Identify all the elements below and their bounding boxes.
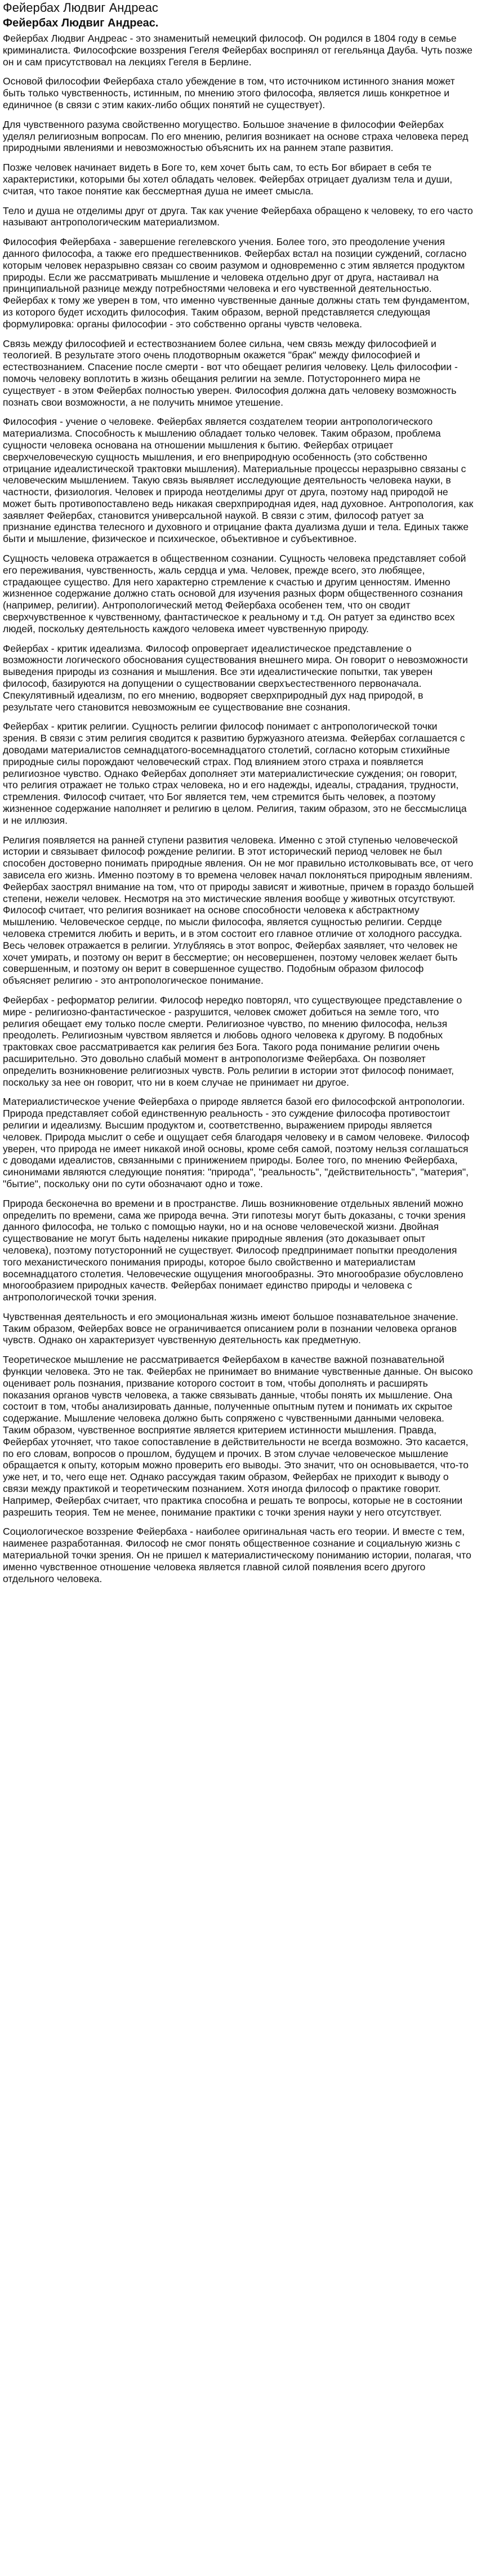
paragraph: Основой философии Фейербаха стало убеждение в том, что источником истинного знания может быть только чувственность, истинным, по мнению этого философа, является лишь конкретное и единичное (в связи с этим каких-либо общих понятий не существует).: [3, 75, 455, 110]
paragraph: Фейербах - реформатор религии. Философ нередко повторял, что существующее представление о мире - религиозно-фантастическое - разрушится, человек сможет добиться на земле того, что религия обещает ему только после смерти. Религиозное чувство, по мнению философа, нельзя преодолеть. Религиозным чувством является и любовь одного человека к другому. В подобных трактовках свое рассматривается как религия без Бога. Такого рода понимание религии очень расширительно. Это довольно слабый момент в антропологизме Фейербаха. Он позволяет определить возникновение религиозных чувств. Роль религии в истории этот философ понимает, поскольку за нее он говорит, что ни в коем случае не принимает ни другое.: [3, 994, 462, 1088]
paragraph: Материалистическое учение Фейербаха о природе является базой его философской антропологии. Природа представляет собой единственную реальность - это суждение философа противостоит религии и идеализму. Высшим продуктом и, соответственно, выражением природы является человек. Природа мыслит о себе и ощущает себя благодаря человеку и в самом человеке. Философ уверен, что природа не имеет никакой иной основы, кроме себя самой, поэтому нельзя соглашаться с доводами идеалистов, связанными с принижением природы. Более того, по мнению Фейербаха, синонимами являются следующие понятия: "природа", "реальность", "действительность", "материя", "бытие", поскольку они по сути обозначают одно и тоже.: [3, 1096, 470, 1189]
paragraph: Позже человек начинает видеть в Боге то, кем хочет быть сам, то есть Бог вбирает в себя те характеристики, которыми бы хотел обладать человек. Фейербах отрицает дуализм тела и души, считая, что такое понятие как бессмертная душа не имеет смысла.: [3, 162, 453, 197]
paragraph: Природа бесконечна во времени и в пространстве. Лишь возникновение отдельных явлений можно определить по времени, сама же природа вечна. Эти гипотезы могут быть доказаны, с точки зрения данного философа, не только с помощью науки, но и на основе человеческой жизни. Двойная существование не могут быть наделены никакие природные явления (это доказывает опыт человека), поэтому потусторонний не существует. Философ предпринимает попытки преодоления того механистического понимания природы, которое было свойственно и материалистам восемнадцатого столетия. Человеческие ощущения многообразны. Это многообразие обусловлено многообразием природных качеств. Фейербах понимает единство природы и человека с антропологической точки зрения.: [3, 1197, 466, 1303]
paragraph: Фейербах - критик идеализма. Философ опровергает идеалистическое представление о возможности логического обоснования существования внешнего мира. Он говорит о невозможности выведения природы из сознания и мышления. Все эти идеалистические попытки, так уверен философ, базируются на допущении о существовании сверхъестественного первоначала. Спекулятивный идеализм, по его мнению, водворяет сверхприродный дух над природой, в результате чего становится невозможным ее существование вне сознания.: [3, 642, 468, 713]
paragraph: Теоретическое мышление не рассматривается Фейербахом в качестве важной познавательной функции человека. Это не так. Фейербах не принимает во внимание чувственные данные. Он высоко оценивает роль познания, призвание которого состоит в том, чтобы дополнять и расширять показания органов чувств человека, а также связывать данные, чтобы понять их мышление. Она состоит в том, чтобы анализировать данные, полученные опытным путем и понимать их скрытое содержание. Мышление человека должно быть сопряжено с чувственными данными человека. Таким образом, чувственное восприятие является критерием истинности мышления. Правда, Фейербах уточняет, что такое сопоставление в действительности не всегда возможно. Это касается, по его словам, вопросов о прошлом, будущем и прочих. В этом случае человеческое мышление обращается к опыту, которым можно проверить его выводы. Это значит, что он основывается, что-то уже нет, и то, чего еще нет. Однако рассуждая таким образом, Фейербах не приходит к выводу о связи между практикой и теоретическим познанием. Хотя иногда философ о практике говорит. Например, Фейербах считает, что практика способна и решать те вопросы, которые не в состоянии разрешить теория. Тем не менее, понимание практики с точки зрения науки у него отсутствует.: [3, 1354, 473, 1518]
paragraph: Связь между философией и естествознанием более сильна, чем связь между философией и теологией. В результате этого очень плодотворным окажется "брак" между философией и естествознанием. Спасение после смерти - вот что обещает религия человеку. Цель философии - помочь человеку воплотить в жизнь обещания религии на земле. Потустороннего мира не существует - в этом Фейербах полностью уверен. Философия должна дать человеку возможность познать свои возможности, а не получить мнимое утешение.: [3, 337, 458, 408]
paragraph: Фейербах Людвиг Андреас - это знаменитый немецкий философ. Он родился в 1804 году в семье криминалиста. Философские воззрения Гегеля Фейербах воспринял от гегельянца Дауба. Чуть позже он и сам присутствовал на лекциях Гегеля в Берлине.: [3, 33, 472, 68]
paragraph: Для чувственного разума свойственно могущество. Большое значение в философии Фейербах уделял религиозным вопросам. По его мнению, религия возникает на основе страха человека перед природными явлениями и невозможностью объяснить их на раннем этапе развития.: [3, 118, 469, 154]
paragraph: Тело и душа не отделимы друг от друга. Так как учение Фейербаха обращено к человеку, то его часто называют антропологическим материализмом.: [3, 205, 473, 228]
paragraph: Философия Фейербаха - завершение гегелевского учения. Более того, это преодоление учения данного философа, а также его предшественников. Фейербах встал на позиции суждений, согласно которым человек неразрывно связан со своим разумом и одновременно с этим является продуктом природы. Если же рассматривать мышление и человека отдельно друг от друга, настаивал на принципиальной разнице между потребностями человека и его чувственной деятельностью. Фейербах к тому же уверен в том, что именно чувственные данные должны стать тем фундаментом, из которого будет исходить философия. Таким образом, верной представляется следующая формулировка: органы философии - это собственно органы чувств человека.: [3, 236, 470, 330]
paragraph: Религия появляется на ранней ступени развития человека. Именно с этой ступенью человеческой истории и связывает философ рождение религии. В этот исторический период человек не был способен достоверно понимать природные явления. Он не мог правильно истолковывать все, от чего зависела его жизнь. Именно поэтому в то времена человек начал поклоняться природным явлениям. Фейербах заострял внимание на том, что от природы зависят и животные, причем в гораздо большей степени, нежели человек. Несмотря на это мистические явления вообще у животных отсутствуют. Философ считает, что религия возникает на основе способности человека к абстрактному мышлению. Человеческое сердце, по мысли философа, является сущностью религии. Сердце человека стремится любить и верить, и в этом состоит его главное отличие от холодного рассудка. Весь человек отражается в религии. Углубляясь в этот вопрос, Фейербах заявляет, что человек не хочет умирать, и поэтому он верит в бессмертие; он несовершенен, поэтому человек желает быть совершенным, и поэтому он верит в совершенное существо. Подобным образом философ объясняет религию - это антропологическое понимание.: [3, 834, 474, 987]
page-title: Фейербах Людвиг Андреас: [3, 1, 158, 15]
paragraph: Фейербах - критик религии. Сущность религии философ понимает с антропологической точки зрения. В связи с этим религия сводится к развитию буржуазного атеизма. Фейербах соглашается с доводами материалистов семнадцатого-восемнадцатого столетий, согласно которым стихийные природные силы порождают человеческий страх. Под влиянием этого страха и появляется религиозное чувство. Однако Фейербах дополняет эти материалистические суждения; он говорит, что религия отражает не только страх человека, но и его надежды, идеалы, страдания, трудности, стремления. Философ считает, что Бог является тем, чем стремится быть человек, а поэтому жизненное содержание наполняет и религию в целом. Религия, таким образом, это не бессмыслица и не иллюзия.: [3, 721, 467, 826]
paragraph: Чувственная деятельность и его эмоциональная жизнь имеют большое познавательное значение. Таким образом, Фейербах вовсе не ограничивается описанием роли в познании человека органов чувств. Однако он характеризует чувственную деятельность как предметную.: [3, 1311, 458, 1346]
paragraph: Сущность человека отражается в общественном сознании. Сущность человека представляет собой его переживания, чувственность, жаль сердца и ума. Человек, прежде всего, это любящее, страдающее существо. Для него характерно стремление к счастью и другим ценностям. Именно жизненное содержание должно стать основой для изучения разных форм общественного сознания (например, религии). Антропологический метод Фейербаха особенен тем, что он сводит сверхчувственное к чувственному, фантастическое к реальному и т.д. Он ратует за единство всех людей, поскольку деятельность каждого человека имеет чувственную природу.: [3, 553, 466, 634]
paragraph: Социологическое воззрение Фейербаха - наиболее оригинальная часть его теории. И вместе с тем, наименее разработанная. Философ не смог понять общественное сознание и социальную жизнь с материальной точки зрения. Он не пришел к материалистическому пониманию истории, полагая, что именно чувственное отношение человека является главной силой появления всего другого отдельного человека.: [3, 1526, 471, 1584]
article-subtitle: Фейербах Людвиг Андреас.: [3, 17, 159, 29]
paragraph: Философия - учение о человеке. Фейербах является создателем теории антропологического материализма. Способность к мышлению обладает только человек. Таким образом, проблема сущности человека основана на отношении мышления к бытию. Фейербах отрицает сверхчеловеческую сущность мышления, и его внеприродную особенность (это собственно отрицание идеалистической трактовки мышления). Материальные процессы неразрывно связаны с человеческим мышлением. Такую связь выявляет исследующие деятельность человека науки, в частности, физиология. Человек и природа неотделимы друг от друга, поэтому над природой не может быть противопоставлено ведь никакая сверхприродная идея, над духовное. Антропология, как заявляет Фейербах, становится универсальной наукой. В связи с этим, философ ратует за признание единства телесного и духовного и отрицание факта дуализма души и тела. Единых также быти и мышление, физическое и психическое, объективное и субъективное.: [3, 416, 474, 545]
